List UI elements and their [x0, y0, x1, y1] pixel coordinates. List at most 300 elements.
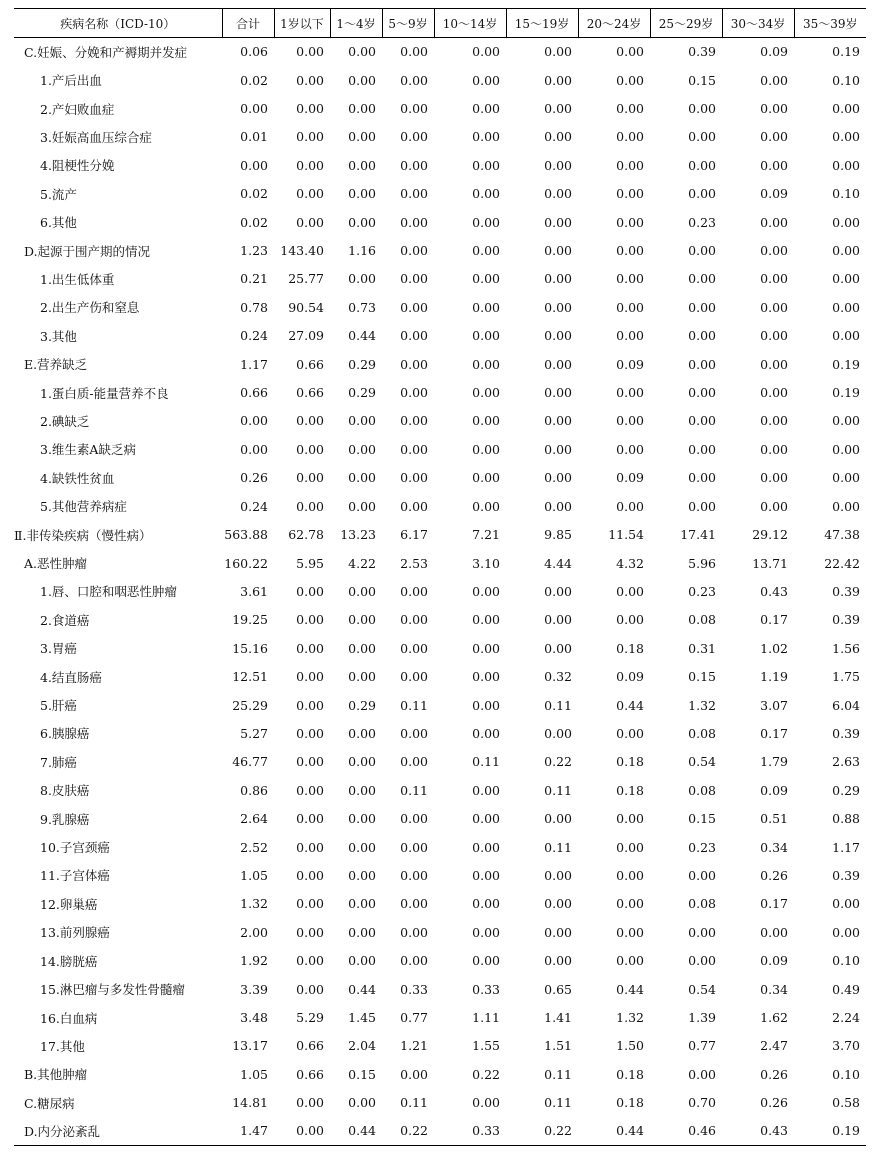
rate-value-cell: 0.00 [400, 1066, 428, 1082]
table-row [14, 1060, 866, 1088]
rate-value-cell: 0.00 [296, 782, 324, 798]
rate-value-cell: 0.00 [760, 441, 788, 457]
rate-value-cell: 1.11 [472, 1010, 500, 1026]
table-row [14, 435, 866, 463]
rate-value-cell: 0.00 [544, 896, 572, 912]
rate-value-cell: 0.00 [688, 470, 716, 486]
rate-value-cell: 0.00 [688, 101, 716, 117]
rate-value-cell: 0.00 [472, 924, 500, 940]
rate-value-cell: 0.00 [296, 413, 324, 429]
rate-value-cell: 0.26 [760, 1066, 788, 1082]
rate-value-cell: 0.24 [240, 328, 268, 344]
rate-value-cell: 0.01 [240, 129, 268, 145]
rate-value-cell: 0.00 [616, 214, 644, 230]
disease-name-cell: 2.碘缺乏 [40, 413, 90, 429]
disease-name-cell: C.糖尿病 [24, 1095, 75, 1111]
rate-value-cell: 0.00 [400, 356, 428, 372]
rate-value-cell: 5.27 [240, 725, 268, 741]
rate-value-cell: 0.78 [240, 299, 268, 315]
rate-value-cell: 0.00 [348, 157, 376, 173]
rate-value-cell: 0.02 [240, 72, 268, 88]
rate-value-cell: 0.09 [616, 470, 644, 486]
rate-value-cell: 0.00 [400, 441, 428, 457]
disease-name-cell: A.恶性肿瘤 [24, 556, 88, 572]
rate-value-cell: 0.00 [544, 186, 572, 202]
rate-value-cell: 0.51 [760, 811, 788, 827]
rate-value-cell: 1.75 [832, 669, 860, 685]
rate-value-cell: 0.17 [760, 612, 788, 628]
rate-value-cell: 0.26 [240, 470, 268, 486]
rate-value-cell: 0.66 [296, 356, 324, 372]
rate-value-cell: 0.00 [544, 129, 572, 145]
rate-value-cell: 0.00 [544, 470, 572, 486]
rate-value-cell: 0.00 [472, 612, 500, 628]
rate-value-cell: 0.00 [832, 129, 860, 145]
table-row [14, 776, 866, 804]
rate-value-cell: 0.00 [296, 754, 324, 770]
rate-value-cell: 0.00 [472, 328, 500, 344]
rate-value-cell: 0.34 [760, 839, 788, 855]
rate-value-cell: 0.29 [348, 356, 376, 372]
rate-value-cell: 0.33 [400, 981, 428, 997]
rate-value-cell: 0.00 [616, 129, 644, 145]
rate-value-cell: 0.19 [832, 385, 860, 401]
table-row [14, 549, 866, 577]
rate-value-cell: 0.00 [400, 44, 428, 60]
table-header [14, 9, 866, 38]
rate-value-cell: 0.29 [348, 385, 376, 401]
rate-value-cell: 0.00 [688, 299, 716, 315]
rate-value-cell: 0.11 [544, 782, 572, 798]
rate-value-cell: 0.39 [832, 583, 860, 599]
rate-value-cell: 0.44 [330, 1117, 382, 1145]
rate-value-cell: 1.51 [544, 1038, 572, 1054]
rate-value-cell: 0.15 [688, 72, 716, 88]
rate-value-cell: 3.10 [472, 555, 500, 571]
rate-value-cell: 0.22 [472, 1066, 500, 1082]
rate-value-cell: 0.43 [722, 1117, 794, 1145]
rate-value-cell: 0.00 [688, 186, 716, 202]
rate-value-cell: 0.00 [296, 186, 324, 202]
rate-value-cell: 1.62 [760, 1010, 788, 1026]
rate-value-cell: 0.00 [400, 754, 428, 770]
rate-value-cell: 0.09 [760, 953, 788, 969]
table-row [14, 293, 866, 321]
disease-name-cell: C.妊娠、分娩和产褥期并发症 [24, 44, 188, 60]
table-row [14, 407, 866, 435]
rate-value-cell: 1.32 [616, 1010, 644, 1026]
rate-value-cell: 0.00 [296, 129, 324, 145]
rate-value-cell: 6.17 [400, 527, 428, 543]
rate-value-cell: 0.09 [760, 186, 788, 202]
rate-value-cell: 0.00 [688, 328, 716, 344]
rate-value-cell: 0.00 [400, 157, 428, 173]
rate-value-cell: 0.00 [472, 669, 500, 685]
rate-value-cell: 0.00 [240, 101, 268, 117]
rate-value-cell: 0.00 [296, 669, 324, 685]
rate-value-cell: 6.04 [832, 697, 860, 713]
table-row [14, 1032, 866, 1060]
rate-value-cell: 0.00 [348, 214, 376, 230]
rate-value-cell: 1.56 [832, 640, 860, 656]
rate-value-cell: 2.63 [832, 754, 860, 770]
rate-value-cell: 0.00 [400, 669, 428, 685]
rate-value-cell: 0.00 [348, 72, 376, 88]
rate-value-cell: 0.08 [688, 725, 716, 741]
rate-value-cell: 0.22 [544, 754, 572, 770]
rate-value-cell: 0.29 [348, 697, 376, 713]
rate-value-cell: 0.00 [472, 385, 500, 401]
rate-value-cell: 0.00 [832, 328, 860, 344]
rate-value-cell: 0.00 [400, 867, 428, 883]
rate-value-cell: 0.00 [296, 811, 324, 827]
rate-value-cell: 0.00 [760, 72, 788, 88]
rate-value-cell: 0.66 [296, 385, 324, 401]
disease-name-cell: 5.肝癌 [40, 698, 77, 714]
rate-value-cell: 0.00 [688, 498, 716, 514]
table-row [14, 975, 866, 1003]
rate-value-cell: 0.44 [578, 1117, 650, 1145]
rate-value-cell: 0.00 [688, 1066, 716, 1082]
rate-value-cell: 5.29 [296, 1010, 324, 1026]
rate-value-cell: 0.15 [688, 811, 716, 827]
rate-value-cell: 0.00 [400, 101, 428, 117]
disease-name-cell: 9.乳腺癌 [40, 811, 90, 827]
rate-value-cell: 0.00 [616, 44, 644, 60]
rate-value-cell: 1.32 [240, 896, 268, 912]
rate-value-cell: 0.19 [794, 1117, 866, 1145]
table-row [14, 151, 866, 179]
column-header: 合计 [222, 9, 274, 38]
disease-name-cell: D.起源于围产期的情况 [24, 243, 151, 259]
rate-value-cell: 0.00 [296, 725, 324, 741]
rate-value-cell: 0.00 [616, 583, 644, 599]
rate-value-cell: 0.00 [472, 214, 500, 230]
rate-value-cell: 0.00 [400, 583, 428, 599]
rate-value-cell: 0.00 [400, 299, 428, 315]
rate-value-cell: 0.00 [400, 470, 428, 486]
rate-value-cell: 0.00 [400, 271, 428, 287]
rate-value-cell: 0.00 [472, 839, 500, 855]
disease-name-cell: 13.前列腺癌 [40, 925, 110, 941]
rate-value-cell: 0.00 [760, 498, 788, 514]
rate-value-cell: 0.00 [400, 839, 428, 855]
rate-value-cell: 0.00 [688, 385, 716, 401]
rate-value-cell: 0.06 [240, 44, 268, 60]
rate-value-cell: 0.49 [832, 981, 860, 997]
table-row [14, 378, 866, 406]
rate-value-cell: 0.44 [348, 981, 376, 997]
rate-value-cell: 0.00 [472, 157, 500, 173]
rate-value-cell: 0.11 [544, 697, 572, 713]
rate-value-cell: 0.00 [296, 1095, 324, 1111]
table-row [14, 180, 866, 208]
rate-value-cell: 0.00 [472, 101, 500, 117]
rate-value-cell: 12.51 [232, 669, 268, 685]
disease-name-cell: 3.维生素A缺乏病 [40, 442, 136, 458]
table-row [14, 833, 866, 861]
table-row [14, 748, 866, 776]
rate-value-cell: 0.00 [240, 157, 268, 173]
rate-value-cell: 0.09 [760, 44, 788, 60]
disease-name-cell: 15.淋巴瘤与多发性骨髓瘤 [40, 982, 185, 998]
rate-value-cell: 2.00 [240, 924, 268, 940]
rate-value-cell: 0.00 [760, 470, 788, 486]
rate-value-cell: 0.11 [472, 754, 500, 770]
table-row [14, 66, 866, 94]
rate-value-cell: 0.00 [400, 640, 428, 656]
rate-value-cell: 0.34 [760, 981, 788, 997]
rate-value-cell: 0.00 [688, 924, 716, 940]
rate-value-cell: 0.00 [400, 243, 428, 259]
rate-value-cell: 0.00 [544, 640, 572, 656]
rate-value-cell: 0.00 [472, 470, 500, 486]
rate-value-cell: 0.00 [544, 157, 572, 173]
rate-value-cell: 1.92 [240, 953, 268, 969]
rate-value-cell: 0.00 [348, 896, 376, 912]
rate-value-cell: 0.00 [400, 811, 428, 827]
disease-name-cell: 2.产妇败血症 [40, 101, 115, 117]
rate-value-cell: 0.02 [240, 214, 268, 230]
rate-value-cell: 0.00 [348, 953, 376, 969]
column-header: 5～9岁 [382, 9, 434, 38]
rate-value-cell: 0.00 [472, 583, 500, 599]
rate-value-cell: 9.85 [544, 527, 572, 543]
rate-value-cell: 0.00 [348, 924, 376, 940]
rate-value-cell: 0.00 [348, 470, 376, 486]
rate-value-cell: 0.00 [348, 1095, 376, 1111]
rate-value-cell: 0.00 [616, 498, 644, 514]
rate-value-cell: 0.00 [472, 697, 500, 713]
rate-value-cell: 0.09 [760, 782, 788, 798]
rate-value-cell: 0.00 [544, 72, 572, 88]
rate-value-cell: 90.54 [288, 299, 324, 315]
rate-value-cell: 0.66 [240, 385, 268, 401]
disease-name-cell: 4.结直肠癌 [40, 669, 102, 685]
rate-value-cell: 1.32 [688, 697, 716, 713]
rate-value-cell: 0.00 [616, 157, 644, 173]
column-header: 10～14岁 [434, 9, 506, 38]
rate-value-cell: 0.00 [544, 953, 572, 969]
rate-value-cell: 2.53 [400, 555, 428, 571]
table-row [14, 265, 866, 293]
table-row [14, 38, 866, 66]
rate-value-cell: 0.00 [688, 157, 716, 173]
rate-value-cell: 1.17 [240, 356, 268, 372]
rate-value-cell: 0.00 [616, 924, 644, 940]
rate-value-cell: 0.00 [472, 356, 500, 372]
rate-value-cell: 3.61 [240, 583, 268, 599]
rate-value-cell: 0.00 [296, 498, 324, 514]
rate-value-cell: 0.00 [348, 186, 376, 202]
disease-name-cell: 2.出生产伤和窒息 [40, 300, 140, 316]
rate-value-cell: 0.65 [544, 981, 572, 997]
rate-value-cell: 1.45 [348, 1010, 376, 1026]
rate-value-cell: 0.08 [688, 782, 716, 798]
rate-value-cell: 0.00 [544, 101, 572, 117]
rate-value-cell: 0.88 [832, 811, 860, 827]
disease-name-cell: 5.其他营养病症 [40, 499, 127, 515]
disease-name-cell: 3.其他 [40, 328, 77, 344]
column-header: 1岁以下 [274, 9, 330, 38]
disease-name-cell: 17.其他 [40, 1038, 85, 1054]
table-row [14, 577, 866, 605]
disease-name-cell: 7.肺癌 [40, 754, 77, 770]
disease-name-cell: 11.子宫体癌 [40, 868, 110, 884]
rate-value-cell: 2.64 [240, 811, 268, 827]
rate-value-cell: 0.00 [348, 754, 376, 770]
rate-value-cell: 3.07 [760, 697, 788, 713]
rate-value-cell: 0.00 [240, 441, 268, 457]
rate-value-cell: 0.00 [400, 328, 428, 344]
rate-value-cell: 0.00 [544, 356, 572, 372]
rate-value-cell: 2.04 [348, 1038, 376, 1054]
rate-value-cell: 0.00 [400, 725, 428, 741]
rate-value-cell: 0.00 [832, 214, 860, 230]
rate-value-cell: 0.00 [400, 413, 428, 429]
rate-value-cell: 0.00 [348, 867, 376, 883]
rate-value-cell: 0.00 [240, 413, 268, 429]
rate-value-cell: 0.00 [348, 839, 376, 855]
table-row [14, 606, 866, 634]
rate-value-cell: 0.00 [296, 44, 324, 60]
rate-value-cell: 0.77 [688, 1038, 716, 1054]
rate-value-cell: 0.00 [472, 441, 500, 457]
rate-value-cell: 0.73 [348, 299, 376, 315]
rate-value-cell: 0.00 [760, 271, 788, 287]
rate-value-cell: 0.00 [348, 44, 376, 60]
rate-value-cell: 0.10 [832, 72, 860, 88]
rate-value-cell: 0.00 [296, 583, 324, 599]
rate-value-cell: 0.00 [296, 697, 324, 713]
rate-value-cell: 17.41 [680, 527, 716, 543]
rate-value-cell: 0.00 [832, 413, 860, 429]
table-row [14, 322, 866, 350]
disease-name-cell: 5.流产 [40, 186, 77, 202]
rate-value-cell: 13.23 [340, 527, 376, 543]
rate-value-cell: 0.00 [544, 413, 572, 429]
rate-value-cell: 0.00 [832, 441, 860, 457]
rate-value-cell: 25.29 [232, 697, 268, 713]
rate-value-cell: 4.22 [348, 555, 376, 571]
rate-value-cell: 0.00 [544, 328, 572, 344]
rate-value-cell: 0.09 [616, 669, 644, 685]
rate-value-cell: 0.00 [832, 101, 860, 117]
table-row [14, 520, 866, 548]
rate-value-cell: 0.00 [832, 924, 860, 940]
rate-value-cell: 0.39 [832, 725, 860, 741]
rate-value-cell: 0.10 [832, 186, 860, 202]
rate-value-cell: 0.00 [760, 157, 788, 173]
table-row [14, 236, 866, 264]
rate-value-cell: 1.23 [240, 243, 268, 259]
rate-value-cell: 0.00 [544, 441, 572, 457]
rate-value-cell: 7.21 [472, 527, 500, 543]
rate-value-cell: 0.17 [760, 725, 788, 741]
rate-value-cell: 0.19 [832, 356, 860, 372]
rate-value-cell: 3.70 [832, 1038, 860, 1054]
disease-name-cell: 12.卵巢癌 [40, 896, 98, 912]
rate-value-cell: 1.50 [616, 1038, 644, 1054]
rate-value-cell: 143.40 [280, 243, 324, 259]
rate-value-cell: 0.11 [400, 1095, 428, 1111]
rate-value-cell: 0.00 [544, 44, 572, 60]
rate-value-cell: 0.00 [616, 72, 644, 88]
rate-value-cell: 0.18 [616, 1095, 644, 1111]
column-header: 1～4岁 [330, 9, 382, 38]
rate-value-cell: 0.00 [348, 441, 376, 457]
rate-value-cell: 0.02 [240, 186, 268, 202]
disease-name-cell: 1.唇、口腔和咽恶性肿瘤 [40, 584, 177, 600]
rate-value-cell: 0.00 [544, 498, 572, 514]
rate-value-cell: 0.00 [472, 44, 500, 60]
rate-value-cell: 0.00 [348, 612, 376, 628]
rate-value-cell: 0.00 [616, 867, 644, 883]
rate-value-cell: 0.00 [400, 214, 428, 230]
rate-value-cell: 0.00 [760, 413, 788, 429]
rate-value-cell: 0.00 [296, 839, 324, 855]
rate-value-cell: 0.00 [472, 782, 500, 798]
disease-name-cell: 8.皮肤癌 [40, 783, 90, 799]
disease-name-cell: 1.产后出血 [40, 73, 102, 89]
rate-value-cell: 0.00 [544, 811, 572, 827]
rate-value-cell: 0.18 [616, 754, 644, 770]
rate-value-cell: 0.00 [348, 101, 376, 117]
rate-value-cell: 2.24 [832, 1010, 860, 1026]
rate-value-cell: 4.32 [616, 555, 644, 571]
rate-value-cell: 0.00 [472, 1095, 500, 1111]
rate-value-cell: 0.18 [616, 782, 644, 798]
rate-value-cell: 0.29 [832, 782, 860, 798]
rate-value-cell: 0.00 [616, 725, 644, 741]
rate-value-cell: 0.43 [760, 583, 788, 599]
rate-value-cell: 0.00 [616, 953, 644, 969]
rate-value-cell: 0.21 [240, 271, 268, 287]
rate-value-cell: 0.00 [760, 101, 788, 117]
rate-value-cell: 0.11 [400, 782, 428, 798]
rate-value-cell: 0.00 [544, 725, 572, 741]
rate-value-cell: 1.05 [240, 1066, 268, 1082]
table-row [14, 492, 866, 520]
disease-name-cell: Ⅱ.非传染疾病（慢性病） [14, 527, 152, 543]
rate-value-cell: 0.66 [296, 1038, 324, 1054]
rate-value-cell: 0.18 [616, 1066, 644, 1082]
mortality-table [14, 8, 866, 1146]
rate-value-cell: 0.00 [472, 186, 500, 202]
rate-value-cell: 1.16 [348, 243, 376, 259]
rate-value-cell: 0.00 [400, 896, 428, 912]
rate-value-cell: 0.00 [348, 129, 376, 145]
column-header: 35～39岁 [794, 9, 866, 38]
table-row [14, 1117, 866, 1145]
rate-value-cell: 0.00 [616, 328, 644, 344]
column-header: 15～19岁 [506, 9, 578, 38]
rate-value-cell: 5.95 [296, 555, 324, 571]
rate-value-cell: 3.48 [240, 1010, 268, 1026]
rate-value-cell: 0.23 [688, 583, 716, 599]
column-header: 25～29岁 [650, 9, 722, 38]
disease-name-cell: 3.妊娠高血压综合症 [40, 129, 152, 145]
disease-name-cell: 4.缺铁性贫血 [40, 470, 115, 486]
rate-value-cell: 0.00 [400, 385, 428, 401]
rate-value-cell: 0.00 [688, 413, 716, 429]
rate-value-cell: 0.39 [688, 44, 716, 60]
table-body [14, 38, 866, 1146]
table-row [14, 1089, 866, 1117]
rate-value-cell: 0.00 [472, 867, 500, 883]
rate-value-cell: 0.11 [400, 697, 428, 713]
rate-value-cell: 0.00 [274, 1117, 330, 1145]
